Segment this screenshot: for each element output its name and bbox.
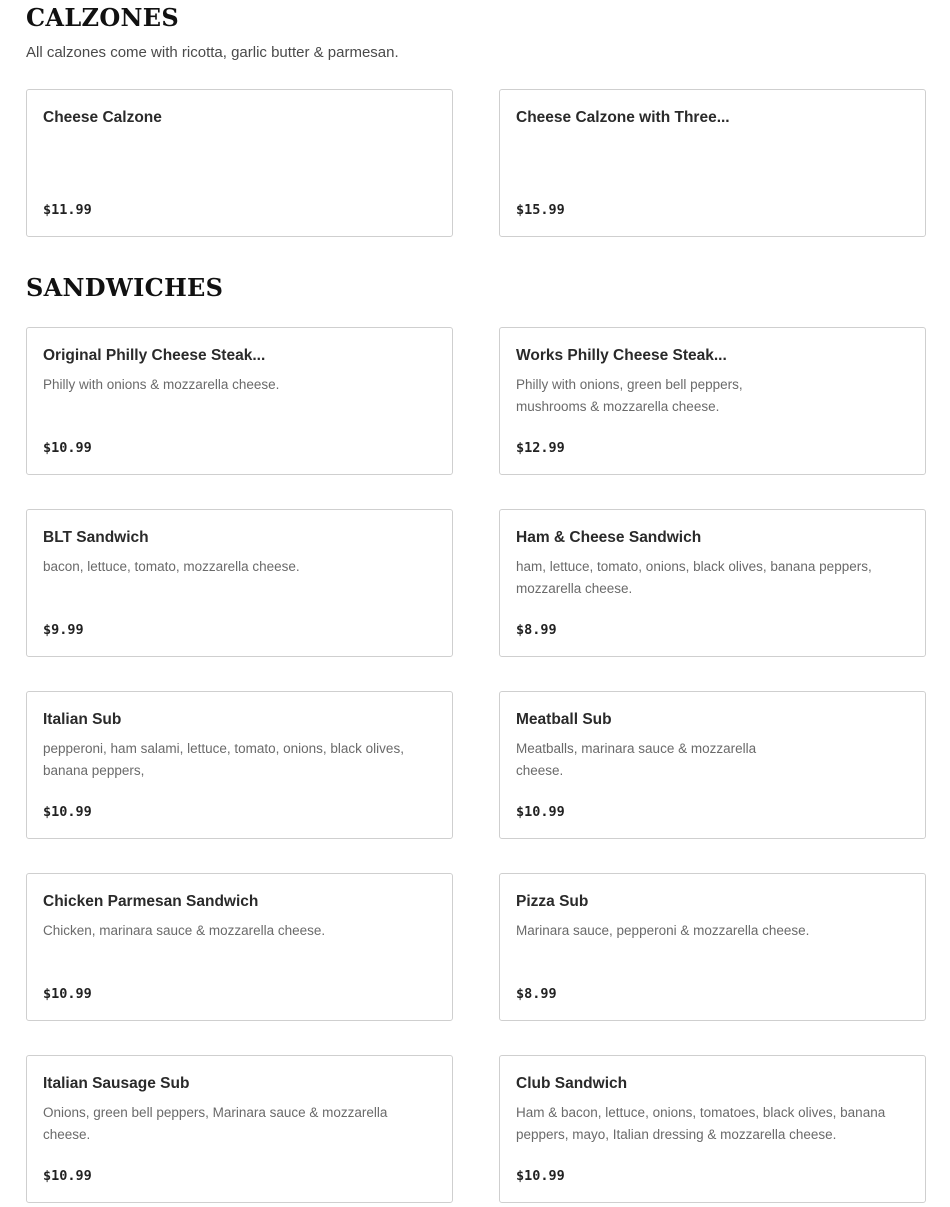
menu-item-card[interactable] [26,691,453,839]
calzones-section-description: All calzones come with ricotta, garlic butter & parmesan. [26,44,399,61]
menu-item-name: Italian Sub [43,711,122,728]
calzones-section-title: CALZONES [26,3,179,32]
menu-item-price: $10.99 [43,804,92,820]
menu-item-description: bacon, lettuce, tomato, mozzarella cheese. [43,559,300,574]
menu-item-card[interactable] [26,509,453,657]
menu-item-description: Philly with onions, green bell peppers, mushrooms & mozzarella cheese. [516,377,743,414]
menu-item-card[interactable] [26,89,453,237]
menu-item-price: $8.99 [516,622,557,638]
menu-item-name: Chicken Parmesan Sandwich [43,893,259,910]
menu-item-name: Ham & Cheese Sandwich [516,529,702,546]
menu-item-price: $12.99 [516,440,565,456]
menu-item-name: Club Sandwich [516,1075,628,1092]
calzones-item-grid [26,89,928,239]
menu-item-name: Cheese Calzone [43,109,162,126]
menu-item-card[interactable] [499,1055,926,1203]
menu-item-price: $10.99 [43,986,92,1002]
menu-item-card[interactable] [26,327,453,475]
menu-item-description: ham, lettuce, tomato, onions, black olives, banana peppers, mozzarella cheese. [516,559,872,596]
sandwiches-section-title: SANDWICHES [26,273,224,302]
menu-item-name: Works Philly Cheese Steak... [516,347,727,364]
menu-item-card[interactable] [499,327,926,475]
menu-item-description: Marinara sauce, pepperoni & mozzarella cheese. [516,923,810,938]
menu-item-name: Italian Sausage Sub [43,1075,190,1092]
menu-item-price: $8.99 [516,986,557,1002]
menu-item-description: Philly with onions & mozzarella cheese. [43,377,280,392]
menu-item-name: Cheese Calzone with Three... [516,109,730,126]
menu-item-card[interactable] [499,873,926,1021]
menu-item-card[interactable] [499,509,926,657]
menu-item-price: $10.99 [516,1168,565,1184]
menu-item-price: $10.99 [43,440,92,456]
menu-item-card[interactable] [499,691,926,839]
menu-item-card[interactable] [499,89,926,237]
menu-item-description: Onions, green bell peppers, Marinara sauce & mozzarella cheese. [43,1105,388,1142]
menu-item-description: Ham & bacon, lettuce, onions, tomatoes, black olives, banana peppers, mayo, Italian dressing & mozzarella cheese. [516,1105,886,1142]
menu-item-name: BLT Sandwich [43,529,149,546]
menu-item-price: $9.99 [43,622,84,638]
sandwiches-item-grid [26,327,928,1205]
menu-item-price: $11.99 [43,202,92,218]
menu-item-description: pepperoni, ham salami, lettuce, tomato, onions, black olives, banana peppers, [43,741,404,778]
menu-item-name: Meatball Sub [516,711,612,728]
menu-item-name: Pizza Sub [516,893,589,910]
menu-item-description: Chicken, marinara sauce & mozzarella cheese. [43,923,326,938]
menu-item-card[interactable] [26,1055,453,1203]
menu-item-card[interactable] [26,873,453,1021]
menu-item-description: Meatballs, marinara sauce & mozzarella cheese. [516,741,757,778]
menu-item-price: $10.99 [43,1168,92,1184]
menu-item-name: Original Philly Cheese Steak... [43,347,266,364]
menu-item-price: $10.99 [516,804,565,820]
menu-item-price: $15.99 [516,202,565,218]
